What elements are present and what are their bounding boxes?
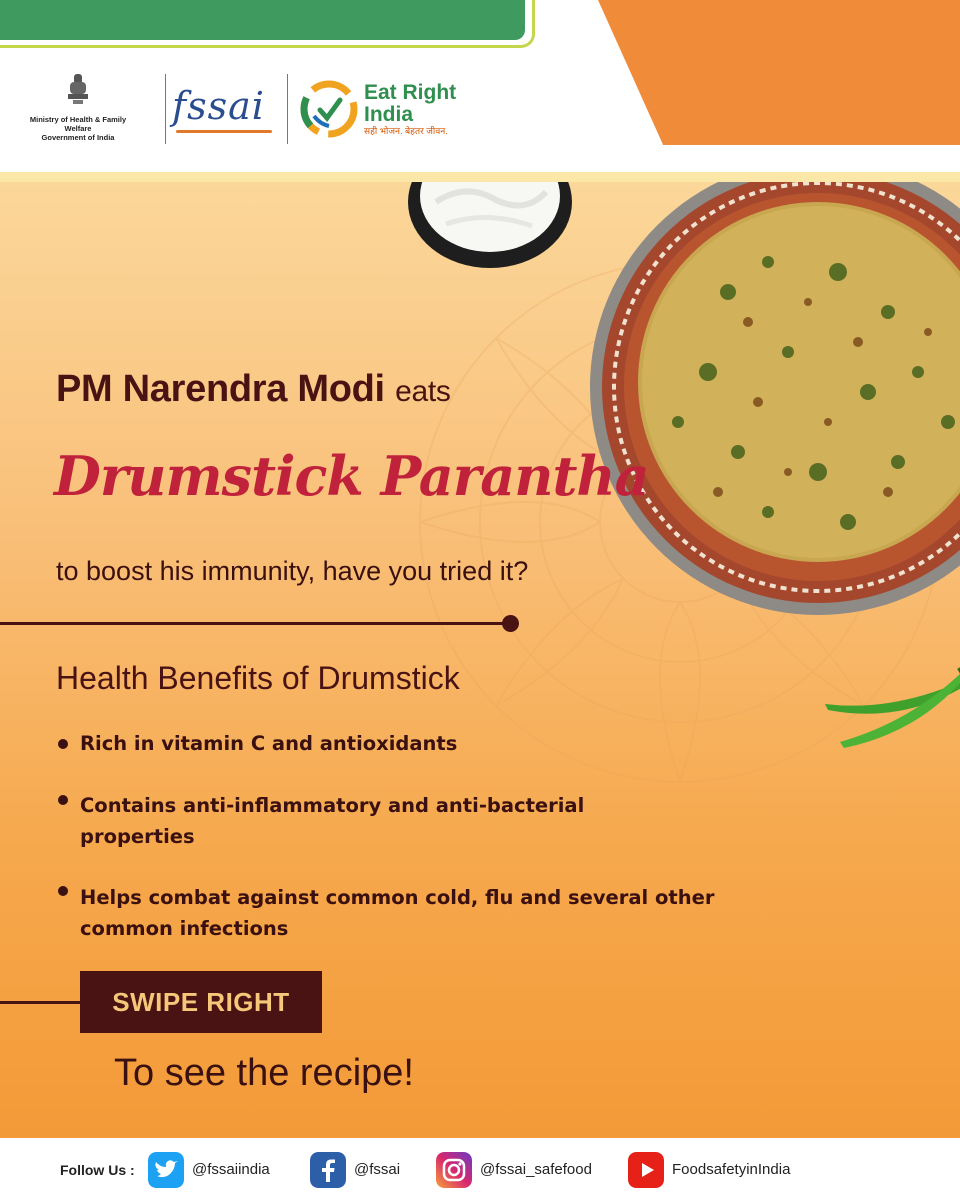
bullet-icon <box>58 795 68 805</box>
youtube-handle: FoodsafetyinIndia <box>672 1161 791 1178</box>
curd-bowl-icon <box>406 182 574 282</box>
swipe-line <box>0 1001 82 1004</box>
bullet-icon <box>58 886 68 896</box>
benefits-title: Health Benefits of Drumstick <box>56 660 460 696</box>
bullet-icon <box>58 739 68 749</box>
instagram-icon <box>436 1152 472 1188</box>
follow-label: Follow Us : <box>60 1162 135 1178</box>
ministry-logo <box>18 72 138 142</box>
ministry-line1: Ministry of Health & Family Welfare <box>29 115 127 133</box>
benefit-item: Contains anti-inflammatory and anti-bacterial properties <box>80 794 585 848</box>
eat-right-title: Eat Right India <box>364 81 457 126</box>
footer <box>0 1138 960 1200</box>
green-band-decoration <box>0 0 525 40</box>
divider-dot <box>502 615 519 632</box>
eat-right-tagline: सही भोजन. बेहतर जीवन. <box>364 126 448 136</box>
header <box>0 0 960 172</box>
national-emblem-icon <box>65 72 91 106</box>
see-recipe-text: To see the recipe! <box>114 1052 414 1094</box>
main-panel <box>0 182 960 1138</box>
youtube-icon <box>628 1152 664 1188</box>
ministry-line2: Government of India <box>41 133 115 142</box>
subline: to boost his immunity, have you tried it? <box>56 556 529 586</box>
swipe-right-button[interactable]: SWIPE RIGHT <box>80 971 322 1033</box>
fssai-logo: fssai <box>172 84 265 128</box>
headline: PM Narendra Modi eats <box>56 368 451 410</box>
header-strip <box>0 172 960 182</box>
fssai-underline <box>176 130 272 133</box>
facebook-handle: @fssai <box>354 1161 401 1178</box>
instagram-handle: @fssai_safefood <box>480 1161 592 1178</box>
eat-right-india-logo-icon <box>300 80 358 138</box>
benefit-item: Rich in vitamin C and antioxidants <box>80 732 458 755</box>
orange-corner-decoration <box>598 0 960 145</box>
divider-line <box>0 622 508 625</box>
benefit-item: Helps combat against common cold, flu and several other common infections <box>80 886 715 940</box>
dish-name: Drumstick Parantha <box>54 444 649 508</box>
twitter-icon <box>148 1152 184 1188</box>
twitter-handle: @fssaiindia <box>192 1161 270 1178</box>
divider <box>165 74 166 144</box>
divider <box>287 74 288 144</box>
green-chili-icon <box>820 652 960 752</box>
facebook-icon <box>310 1152 346 1188</box>
paratha-plate-icon <box>588 182 960 632</box>
